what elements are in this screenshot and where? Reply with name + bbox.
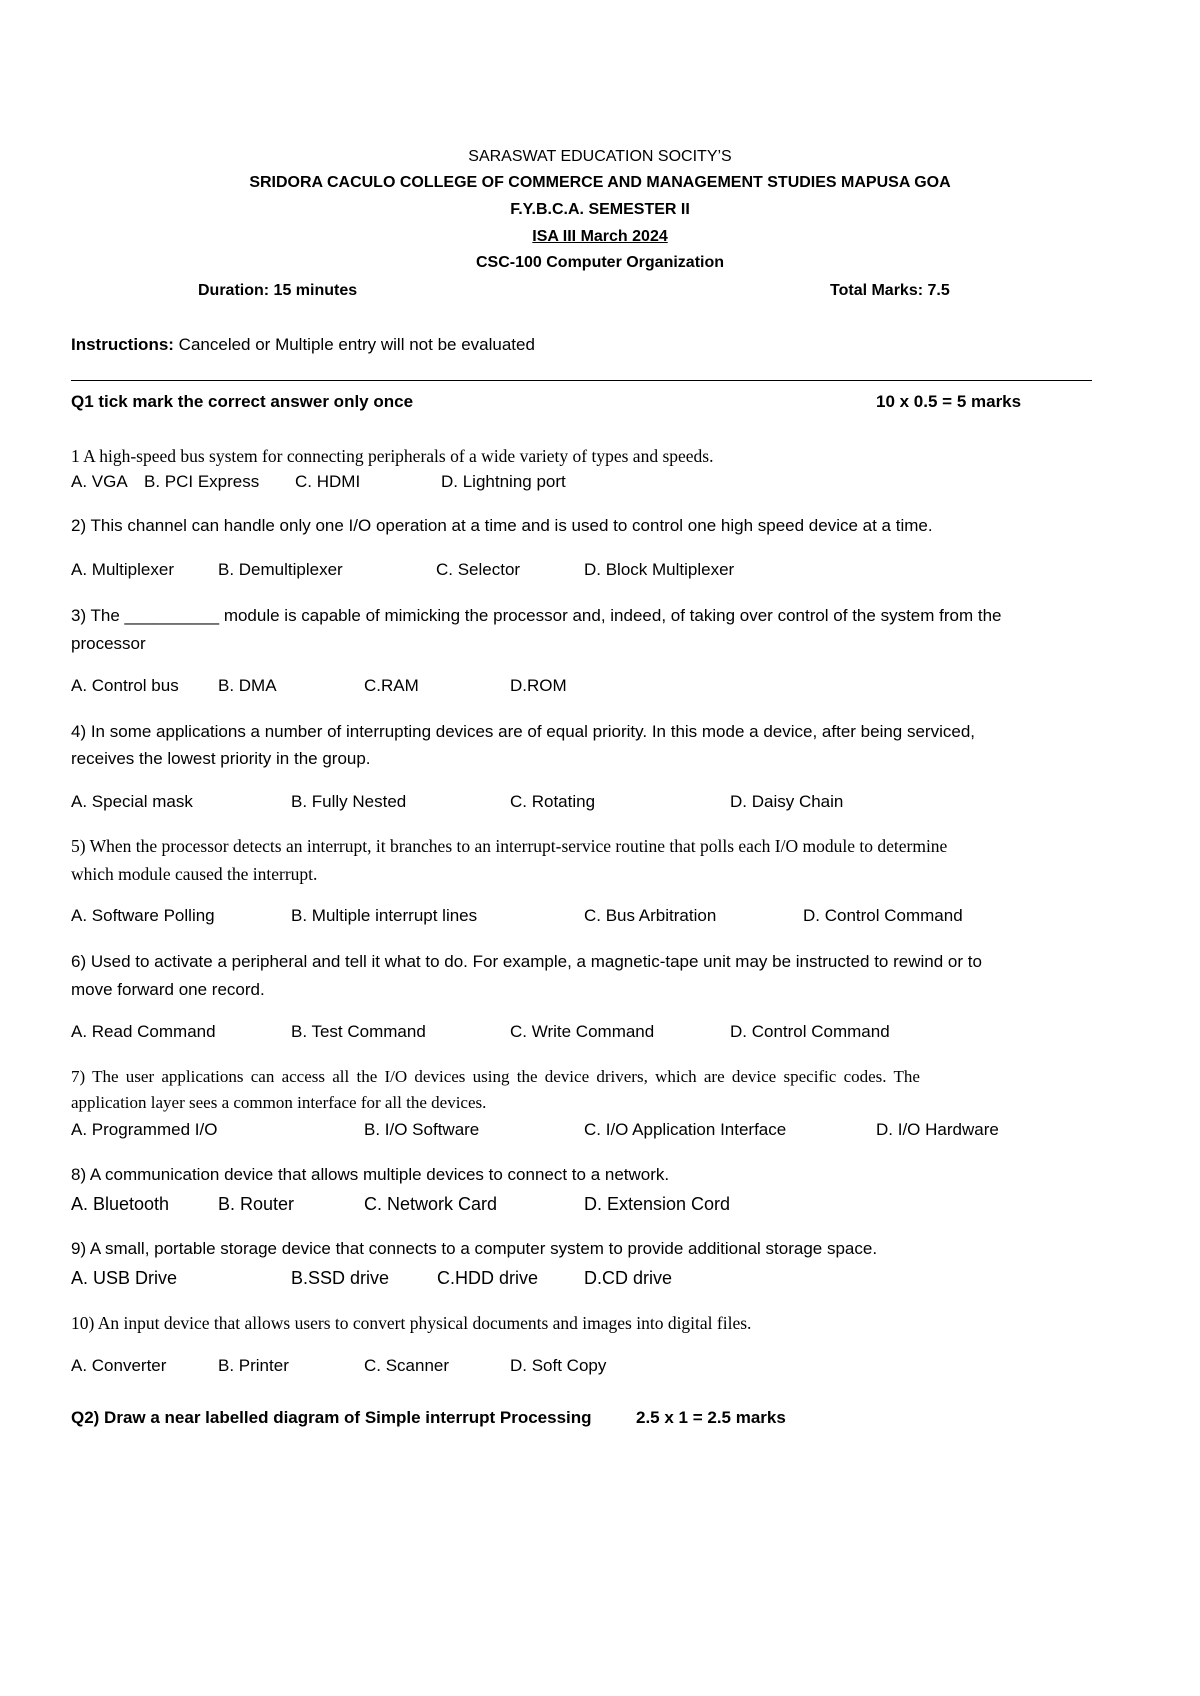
total-marks: Total Marks: 7.5 <box>830 282 950 299</box>
question-6-text: 6) Used to activate a peripheral and tell it what to do. For example, a magnetic-tape unit may be instructed to rewind or to <box>71 952 982 971</box>
college-name: SRIDORA CACULO COLLEGE OF COMMERCE AND MANAGEMENT STUDIES MAPUSA GOA <box>249 174 951 191</box>
q9-option-b[interactable]: B.SSD drive <box>291 1268 390 1288</box>
q1-option-c[interactable]: C. HDMI <box>295 472 361 491</box>
q2-option-d[interactable]: D. Block Multiplexer <box>584 560 735 579</box>
divider <box>71 380 1092 381</box>
question-4-text-cont: receives the lowest priority in the group. <box>71 749 371 768</box>
question-9-text: 9) A small, portable storage device that connects to a computer system to provide additional storage space. <box>71 1239 878 1258</box>
q3-option-d[interactable]: D.ROM <box>510 676 567 695</box>
q10-option-b[interactable]: B. Printer <box>218 1356 289 1375</box>
question-1-text: 1 A high-speed bus system for connecting peripherals of a wide variety of types and speeds. <box>71 446 714 466</box>
instructions-label: Instructions: <box>71 335 174 354</box>
question-3-text: 3) The __________ module is capable of mimicking the processor and, indeed, of taking over control of the system from the <box>71 606 1002 625</box>
q8-option-d[interactable]: D. Extension Cord <box>584 1194 731 1214</box>
q9-option-c[interactable]: C.HDD drive <box>437 1268 539 1288</box>
exam-title: ISA III March 2024 <box>532 228 668 245</box>
q4-option-b[interactable]: B. Fully Nested <box>291 792 407 811</box>
q8-option-b[interactable]: B. Router <box>218 1194 295 1214</box>
q2-option-a[interactable]: A. Multiplexer <box>71 560 174 579</box>
q1-option-b[interactable]: B. PCI Express <box>144 472 260 491</box>
q5-option-a[interactable]: A. Software Polling <box>71 906 215 925</box>
q10-option-d[interactable]: D. Soft Copy <box>510 1356 607 1375</box>
q6-option-b[interactable]: B. Test Command <box>291 1022 426 1041</box>
q3-option-a[interactable]: A. Control bus <box>71 676 179 695</box>
q6-option-a[interactable]: A. Read Command <box>71 1022 216 1041</box>
q2-option-b[interactable]: B. Demultiplexer <box>218 560 343 579</box>
q1-marks: 10 x 0.5 = 5 marks <box>876 392 1022 411</box>
q1-title: Q1 tick mark the correct answer only once <box>71 392 414 411</box>
q10-option-a[interactable]: A. Converter <box>71 1356 167 1375</box>
q1-option-a[interactable]: A. VGA <box>71 472 128 491</box>
q5-option-d[interactable]: D. Control Command <box>803 906 963 925</box>
q4-option-c[interactable]: C. Rotating <box>510 792 596 811</box>
question-10-text: 10) An input device that allows users to convert physical documents and images into digital files. <box>71 1313 752 1333</box>
course-title: CSC-100 Computer Organization <box>475 254 725 271</box>
q10-option-c[interactable]: C. Scanner <box>364 1356 450 1375</box>
q4-option-a[interactable]: A. Special mask <box>71 792 193 811</box>
q5-option-c[interactable]: C. Bus Arbitration <box>584 906 717 925</box>
q2-marks: 2.5 x 1 = 2.5 marks <box>636 1408 786 1427</box>
q2-title: Q2) Draw a near labelled diagram of Simple interrupt Processing <box>71 1408 592 1427</box>
question-7-text: 7) The user applications can access all the I/O devices using the device drivers, which are device specific codes. The <box>71 1067 920 1086</box>
question-7-text-cont: application layer sees a common interface for all the devices. <box>71 1093 487 1112</box>
q7-option-a[interactable]: A. Programmed I/O <box>71 1120 218 1139</box>
instructions-text: Canceled or Multiple entry will not be evaluated <box>173 335 535 354</box>
q7-option-d[interactable]: D. I/O Hardware <box>876 1120 999 1139</box>
q1-option-d[interactable]: D. Lightning port <box>441 472 566 491</box>
q3-option-c[interactable]: C.RAM <box>364 676 419 695</box>
q9-option-a[interactable]: A. USB Drive <box>71 1268 178 1288</box>
q8-option-c[interactable]: C. Network Card <box>364 1194 498 1214</box>
question-4-text: 4) In some applications a number of interrupting devices are of equal priority. In this mode a device, after being serviced, <box>71 722 975 741</box>
q7-option-c[interactable]: C. I/O Application Interface <box>584 1120 787 1139</box>
program-name: F.Y.B.C.A. SEMESTER II <box>510 201 690 218</box>
q9-option-d[interactable]: D.CD drive <box>584 1268 673 1288</box>
q4-option-d[interactable]: D. Daisy Chain <box>730 792 844 811</box>
q5-option-b[interactable]: B. Multiple interrupt lines <box>291 906 478 925</box>
question-5-text: 5) When the processor detects an interrupt, it branches to an interrupt-service routine that polls each I/O module to determine <box>71 836 948 856</box>
q6-option-c[interactable]: C. Write Command <box>510 1022 655 1041</box>
question-2-text: 2) This channel can handle only one I/O operation at a time and is used to control one high speed device at a time. <box>71 516 933 535</box>
question-3-text-cont: processor <box>71 634 146 653</box>
question-6-text-cont: move forward one record. <box>71 980 265 999</box>
q2-option-c[interactable]: C. Selector <box>436 560 521 579</box>
q6-option-d[interactable]: D. Control Command <box>730 1022 890 1041</box>
duration: Duration: 15 minutes <box>198 282 358 299</box>
q8-option-a[interactable]: A. Bluetooth <box>71 1194 170 1214</box>
question-5-text-cont: which module caused the interrupt. <box>71 864 318 884</box>
society-name: SARASWAT EDUCATION SOCITY’S <box>468 148 732 165</box>
instructions <box>71 335 535 355</box>
question-8-text: 8) A communication device that allows multiple devices to connect to a network. <box>71 1165 670 1184</box>
q3-option-b[interactable]: B. DMA <box>218 676 277 695</box>
q7-option-b[interactable]: B. I/O Software <box>364 1120 480 1139</box>
